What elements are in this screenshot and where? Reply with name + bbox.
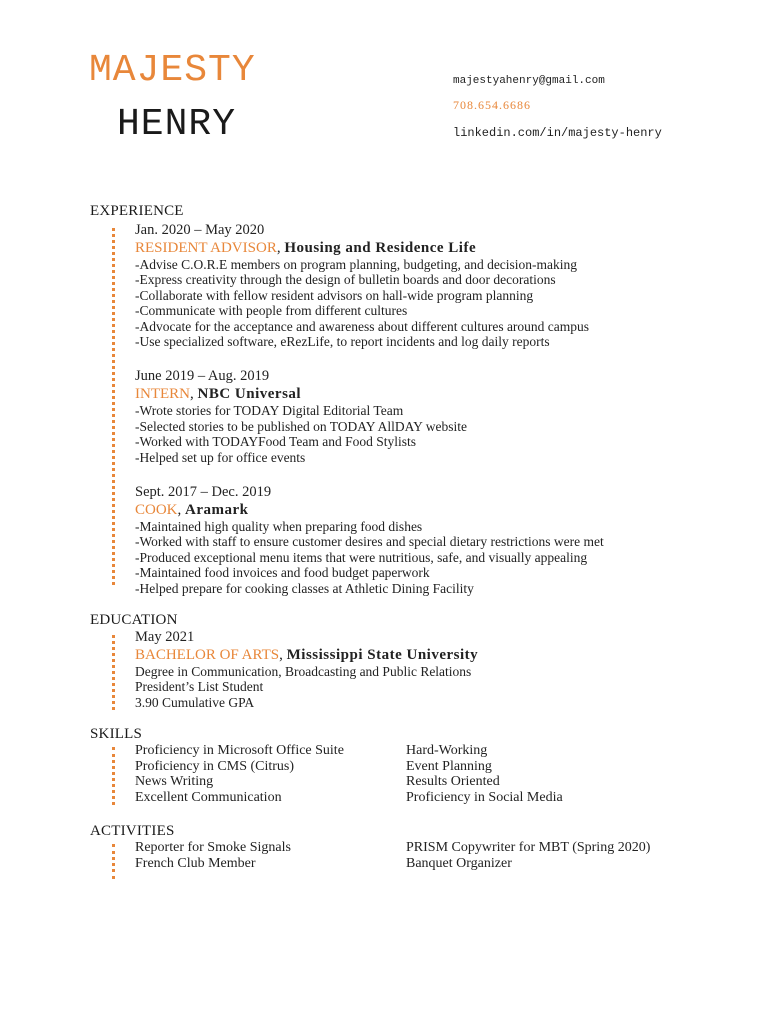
school: Mississippi State University: [286, 647, 479, 663]
job-title-line: [135, 385, 735, 403]
job-org: Aramark: [185, 502, 249, 519]
job-bullet: -Collaborate with fellow resident advisors on hall-wide program planning: [135, 287, 534, 303]
job-bullet: -Wrote stories for TODAY Digital Editorial Team: [135, 403, 404, 419]
job-bullet: -Communicate with people from different cultures: [135, 303, 408, 319]
skill-item: Proficiency in Microsoft Office Suite: [135, 743, 344, 758]
job-bullet: -Worked with TODAYFood Team and Food Stylists: [135, 434, 416, 450]
education-dotted-rail: [112, 635, 115, 710]
skill-item: Hard-Working: [406, 743, 488, 758]
title-comma: ,: [276, 240, 285, 256]
education-title-line: [135, 646, 735, 664]
activities-dotted-rail: [112, 844, 115, 879]
skill-item: Excellent Communication: [135, 789, 282, 805]
job-entry-intern: [135, 368, 735, 465]
skills-left-column: [135, 743, 344, 805]
education-section: [135, 629, 735, 710]
education-detail: President’s List Student: [135, 679, 264, 695]
activity-item: PRISM Copywriter for MBT (Spring 2020): [406, 840, 651, 855]
experience-dotted-rail: [112, 228, 115, 585]
job-org: Housing and Residence Life: [284, 240, 477, 256]
job-title-line: [135, 501, 735, 519]
job-bullet: -Helped prepare for cooking classes at Athletic Dining Facility: [135, 580, 474, 596]
skills-dotted-rail: [112, 747, 115, 805]
job-dates: June 2019 – Aug. 2019: [135, 368, 270, 385]
job-role: COOK: [135, 502, 178, 519]
activities-heading: ACTIVITIES: [90, 823, 175, 839]
job-dates: Jan. 2020 – May 2020: [135, 222, 265, 238]
job-bullet: -Selected stories to be published on TODAY AllDAY website: [135, 418, 467, 434]
job-entry-resident-advisor: [135, 222, 735, 349]
email-contact[interactable]: majestyahenry@gmail.com: [453, 75, 605, 87]
last-name: HENRY: [117, 103, 237, 146]
job-bullet: -Helped set up for office events: [135, 449, 306, 465]
job-bullet: -Produced exceptional menu items that were nutritious, safe, and visually appealing: [135, 549, 588, 565]
degree: BACHELOR OF ARTS: [135, 647, 280, 663]
activity-item: Reporter for Smoke Signals: [135, 840, 291, 855]
skill-item: Proficiency in CMS (Citrus): [135, 758, 295, 774]
title-comma: ,: [279, 647, 287, 663]
phone-contact[interactable]: 708.654.6686: [453, 98, 531, 112]
job-bullet: -Maintained high quality when preparing food dishes: [135, 519, 423, 535]
job-bullet: -Use specialized software, eRezLife, to report incidents and log daily reports: [135, 334, 550, 350]
job-title-line: [135, 239, 735, 257]
job-org: NBC Universal: [197, 386, 302, 403]
education-heading: EDUCATION: [90, 612, 178, 628]
activity-item: French Club Member: [135, 855, 256, 871]
job-role: RESIDENT ADVISOR: [135, 240, 277, 256]
experience-section: [135, 222, 735, 615]
activities-right-column: [406, 840, 650, 871]
linkedin-contact[interactable]: linkedin.com/in/majesty-henry: [453, 126, 662, 140]
experience-heading: EXPERIENCE: [90, 203, 184, 219]
skills-heading: SKILLS: [90, 726, 143, 742]
title-comma: ,: [190, 386, 198, 403]
skills-right-column: [406, 743, 563, 805]
title-comma: ,: [177, 502, 186, 519]
education-detail: 3.90 Cumulative GPA: [135, 694, 255, 710]
first-name: MAJESTY: [89, 49, 256, 92]
job-role: INTERN: [135, 386, 190, 403]
job-bullet: -Worked with staff to ensure customer desires and special dietary restrictions were met: [135, 534, 604, 550]
education-detail: Degree in Communication, Broadcasting and Public Relations: [135, 664, 472, 679]
skill-item: Proficiency in Social Media: [406, 789, 563, 805]
activities-left-column: [135, 840, 291, 871]
skill-item: News Writing: [135, 774, 214, 790]
job-dates: Sept. 2017 – Dec. 2019: [135, 484, 272, 501]
skill-item: Results Oriented: [406, 774, 500, 790]
job-bullet: -Advise C.O.R.E members on program planning, budgeting, and decision-making: [135, 257, 578, 272]
skill-item: Event Planning: [406, 758, 492, 774]
job-bullet: -Express creativity through the design of bulletin boards and door decorations: [135, 272, 556, 288]
job-bullet: -Maintained food invoices and food budget paperwork: [135, 565, 430, 581]
education-date: May 2021: [135, 629, 195, 645]
activity-item: Banquet Organizer: [406, 855, 512, 871]
job-entry-cook: [135, 484, 735, 596]
job-bullet: -Advocate for the acceptance and awareness about different cultures around campus: [135, 318, 590, 334]
